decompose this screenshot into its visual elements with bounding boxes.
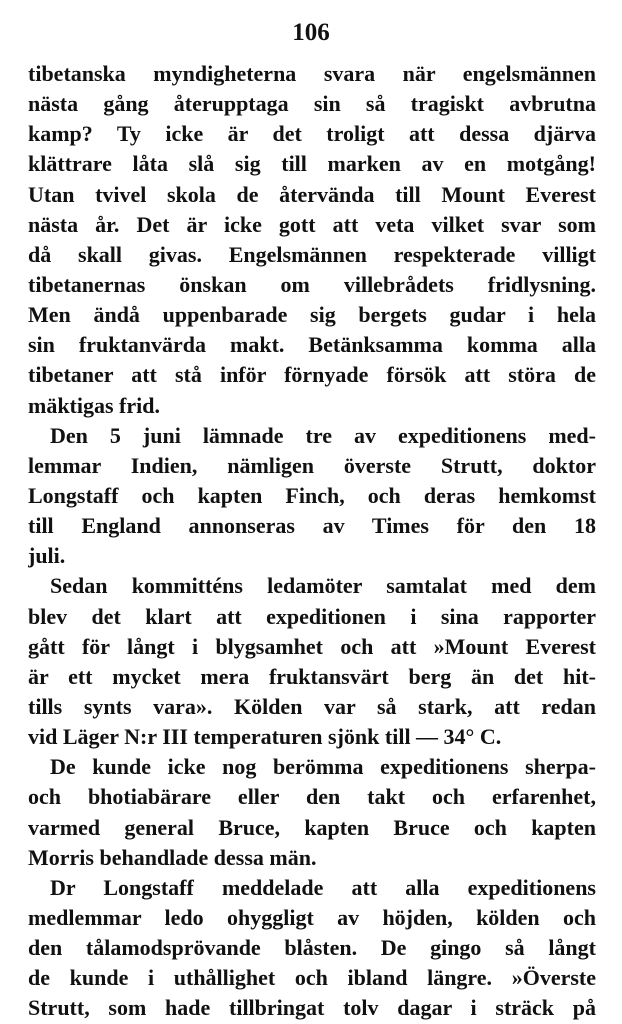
text-line: nästa gång återupptaga sin så tragiskt avbrutna <box>28 91 596 117</box>
text-line: mäktigas frid. <box>28 392 160 418</box>
text-line: medlemmar ledo ohyggligt av höjden, kölden och <box>28 904 596 930</box>
paragraph <box>28 752 596 873</box>
text-line: tibetanska myndigheterna svara när engelsmännen <box>28 61 596 86</box>
paragraph <box>28 873 596 1024</box>
text-line: den tålamodsprövande blåsten. De gingo så långt <box>28 935 596 961</box>
text-line: klättrare låta slå sig till marken av en motgång! <box>28 151 596 177</box>
text-line: kamp? Ty icke är det troligt att dessa djärva <box>28 121 596 147</box>
text-line: Men ändå uppenbarade sig bergets gudar i hela <box>28 302 596 328</box>
text-line: tibetaner att stå inför förnyade försök att störa de <box>28 362 596 388</box>
text-line: Den 5 juni lämnade tre av expeditionens med- <box>50 422 596 448</box>
text-line: vid Läger N:r III temperaturen sjönk till — 34° C. <box>28 724 502 750</box>
text-line: Utan tvivel skola de återvända till Mount Everest <box>28 181 596 207</box>
text-line: är ett mycket mera fruktansvärt berg än det hit- <box>28 663 596 689</box>
text-line: till England annonseras av Times för den 18 <box>28 513 596 539</box>
text-line: tibetanernas önskan om villebrådets fridlysning. <box>28 271 596 297</box>
text-line: lemmar Indien, nämligen överste Strutt, doktor <box>28 452 596 478</box>
text-line: Strutt, som hade tillbringat tolv dagar i sträck på <box>28 995 596 1021</box>
paragraph <box>28 571 596 752</box>
paragraph <box>28 421 596 572</box>
text-line: Morris behandlade dessa män. <box>28 844 317 870</box>
text-line: Sedan kommitténs ledamöter samtalat med dem <box>50 573 596 599</box>
text-line: blev det klart att expeditionen i sina rapporter <box>28 603 596 629</box>
text-line: tills synts vara». Kölden var så stark, att redan <box>28 693 596 719</box>
body-text <box>28 59 596 1024</box>
paragraph <box>28 59 596 421</box>
text-line: Dr Longstaff meddelade att alla expeditionens <box>50 874 596 900</box>
text-line: Longstaff och kapten Finch, och deras hemkomst <box>28 482 596 508</box>
text-line: nästa år. Det är icke gott att veta vilket svar som <box>28 211 596 237</box>
text-line: de kunde i uthållighet och ibland längre. »Överste <box>28 965 596 991</box>
text-line: De kunde icke nog berömma expeditionens sherpa- <box>50 754 596 780</box>
text-line: och bhotiabärare eller den takt och erfarenhet, <box>28 784 596 810</box>
text-line: sin fruktanvärda makt. Betänksamma komma alla <box>28 332 596 358</box>
page-number: 106 <box>292 19 330 46</box>
text-line: gått för långt i blygsamhet och att »Mount Everest <box>28 633 596 659</box>
text-line: då skall givas. Engelsmännen respekterade villigt <box>28 241 596 267</box>
text-line: varmed general Bruce, kapten Bruce och kapten <box>28 814 596 840</box>
text-line: juli. <box>28 543 66 569</box>
